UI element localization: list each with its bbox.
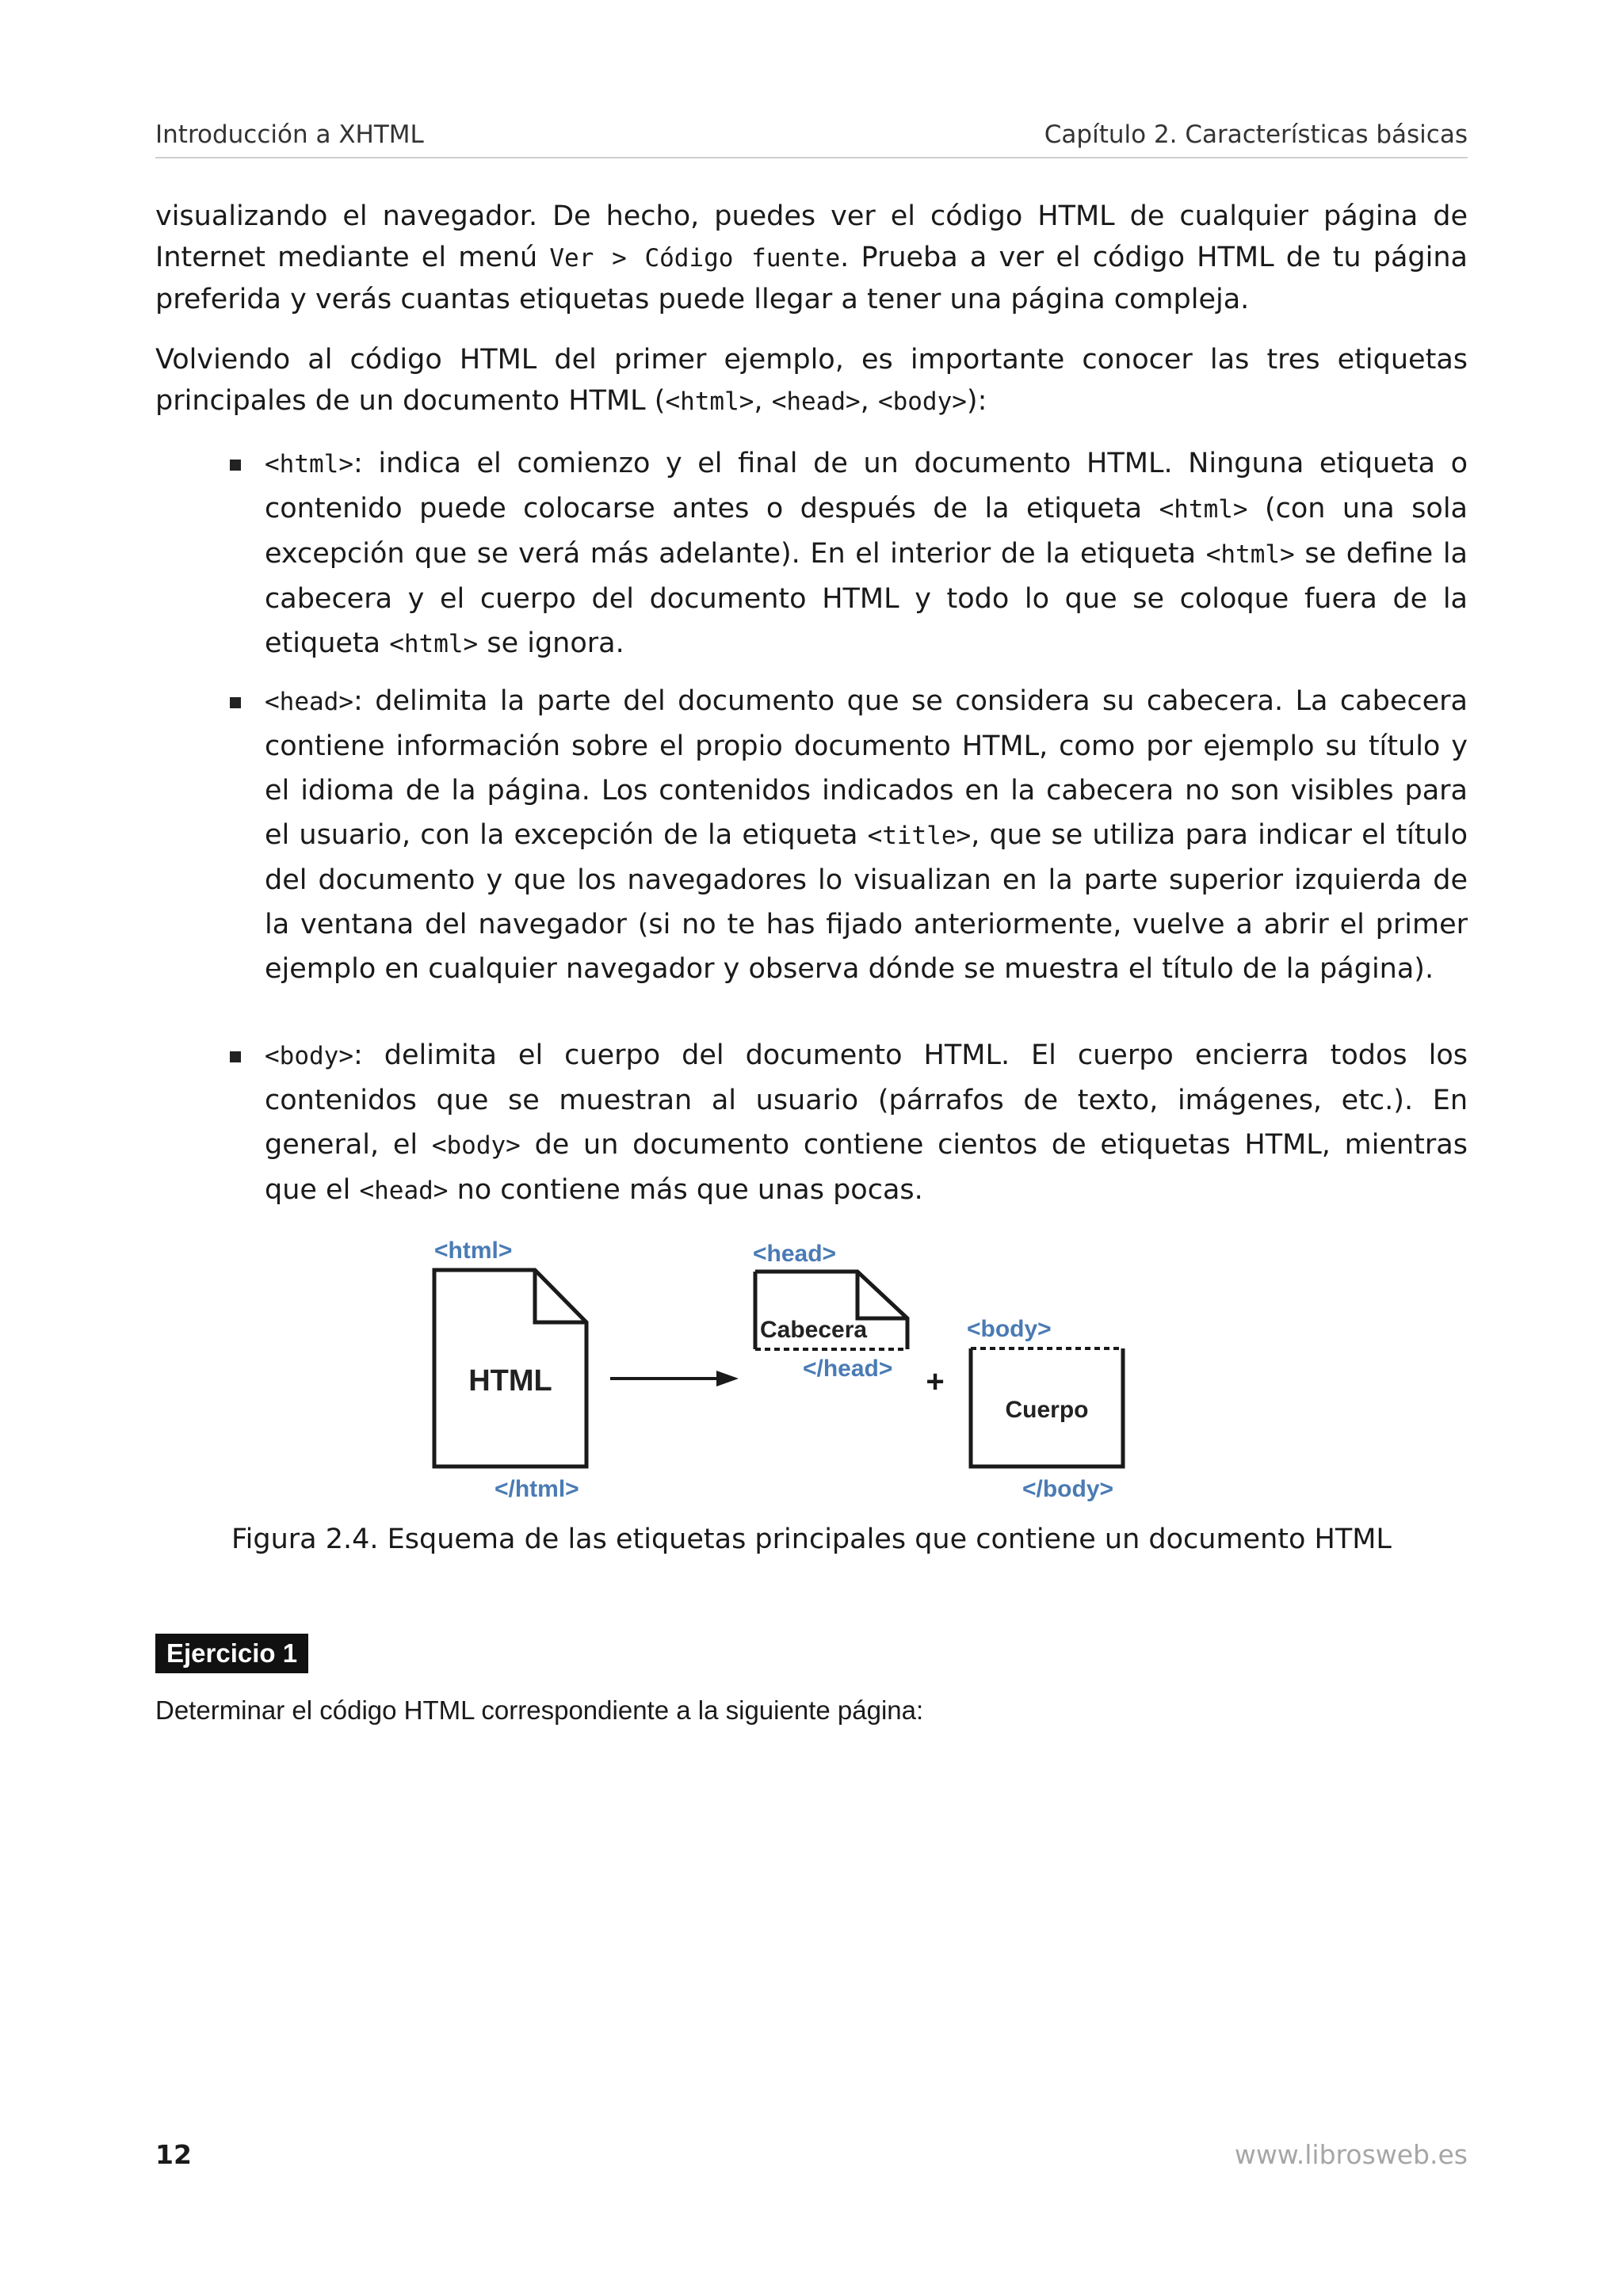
label-cuerpo: Cuerpo — [1005, 1397, 1089, 1423]
exercise-badge: Ejercicio 1 — [155, 1634, 308, 1673]
label-cabecera: Cabecera — [760, 1317, 868, 1343]
paragraph-main-tags: Volviendo al código HTML del primer ejemplo, es importante conocer las tres etiquetas principales de un documento HTML (<html>, <head>, <body>): — [155, 344, 1468, 417]
bullet-marker — [230, 460, 241, 471]
bullet-marker — [230, 697, 241, 708]
bullet-item-html: <html>: indica el comienzo y el final de un documento HTML. Ninguna etiqueta o contenido puede colocarse antes o después de la etiqueta <html> (con una sola excepción que se verá más adelante). En el interior de la etiqueta <html> se define la cabecera y el cuerpo del documento HTML y todo lo que se coloque fuera de la etiqueta <html> se ignora. — [265, 448, 1468, 659]
header-chapter-title: Capítulo 2. Características básicas — [1044, 120, 1468, 149]
arrow-head-icon — [716, 1371, 739, 1386]
inline-code-menu: Ver > Código fuente — [549, 244, 841, 273]
plus-sign: + — [926, 1364, 945, 1399]
label-body-close: </body> — [1022, 1476, 1114, 1502]
exercise-text: Determinar el código HTML correspondiente a la siguiente página: — [155, 1695, 924, 1725]
footer-url: www.librosweb.es — [1234, 2139, 1468, 2170]
inline-code-html: <html> — [665, 387, 754, 416]
label-html: HTML — [468, 1364, 552, 1398]
label-head-close: </head> — [803, 1356, 893, 1382]
paragraph-intro: visualizando el navegador. De hecho, puedes ver el código HTML de cualquier página de Internet mediante el menú Ver > Código fuente. Prueba a ver el código HTML de tu página preferida y verás cuantas etiquetas puede llegar a tener una página compleja. — [155, 200, 1468, 315]
figure-caption: Figura 2.4. Esquema de las etiquetas principales que contiene un documento HTML — [231, 1524, 1392, 1555]
inline-code-head: <head> — [771, 387, 861, 416]
label-html-close: </html> — [495, 1476, 579, 1502]
bullet-item-body: <body>: delimita el cuerpo del documento HTML. El cuerpo encierra todos los contenidos que se muestran al usuario (párrafos de texto, imágenes, etc.). En general, el <body> de un documento contiene cientos de etiquetas HTML, mientras que el <head> no contiene más que unas pocas. — [265, 1039, 1468, 1206]
label-html-open: <html> — [434, 1238, 513, 1264]
bullet-item-head: <head>: delimita la parte del documento que se considera su cabecera. La cabecera contiene información sobre el propio documento HTML, como por ejemplo su título y el idioma de la página. Los contenidos indicados en la cabecera no son visibles para el usuario, con la excepción de la etiqueta <title>, que se utiliza para indicar el título del documento y que los navegadores lo visualizan en la parte superior izquierda de la ventana del navegador (si no te has fijado anteriormente, vuelve a abrir el primer ejemplo en cualquier navegador y observa dónde se muestra el título de la página). — [265, 685, 1468, 985]
header-book-title: Introducción a XHTML — [155, 120, 424, 149]
inline-code-body: <body> — [877, 387, 967, 416]
bullet-marker — [230, 1051, 241, 1062]
page-number: 12 — [155, 2139, 192, 2170]
label-body-open: <body> — [967, 1316, 1052, 1342]
label-head-open: <head> — [753, 1241, 837, 1267]
html-structure-diagram — [396, 1232, 1157, 1505]
running-header — [155, 120, 1468, 158]
